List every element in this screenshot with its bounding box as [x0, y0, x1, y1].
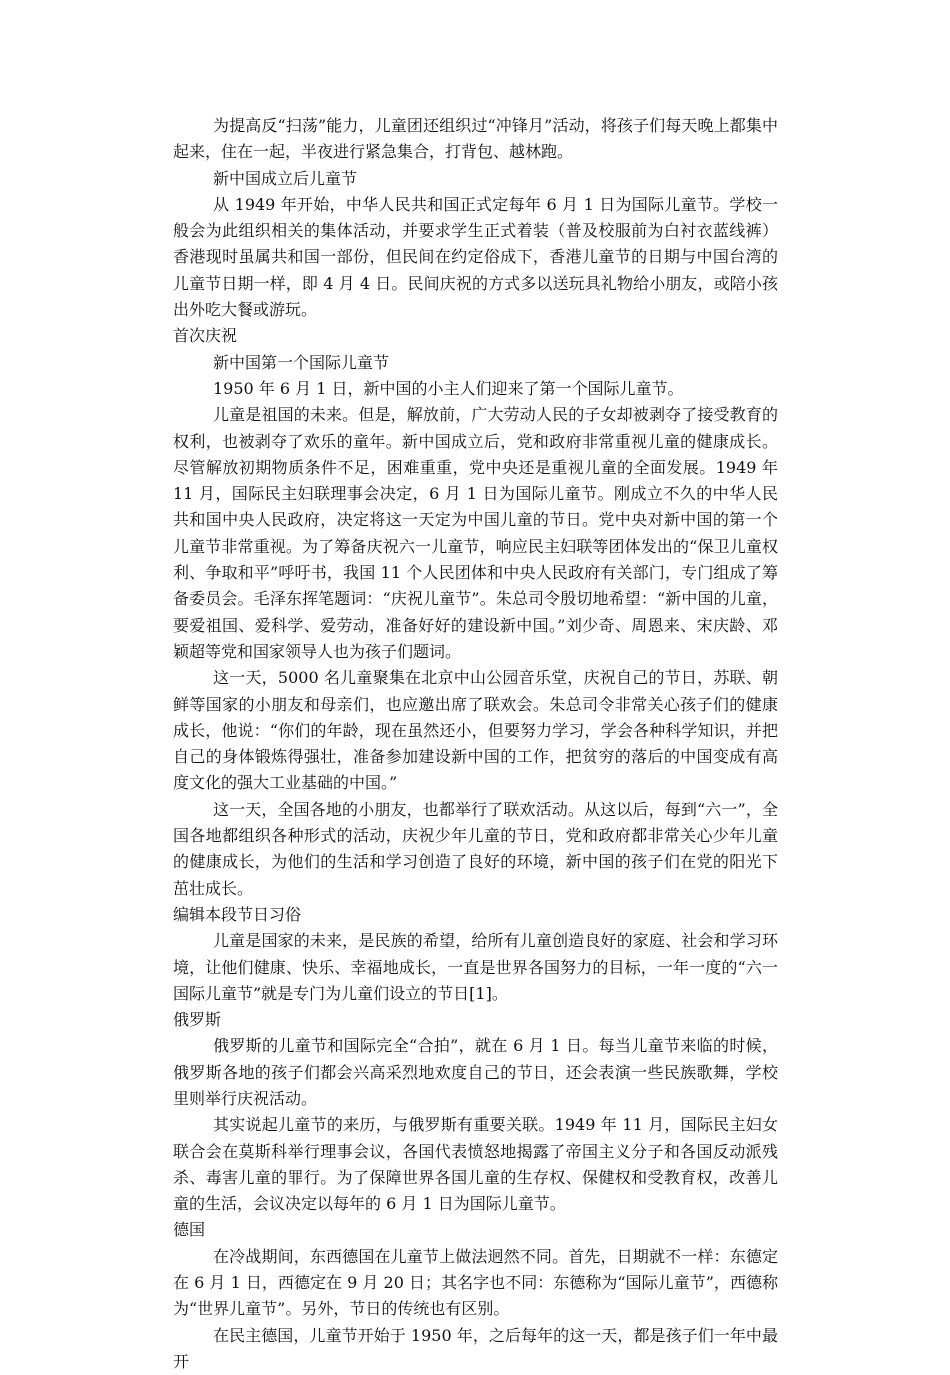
paragraph: 其实说起儿童节的来历，与俄罗斯有重要关联。1949 年 11 月，国际民主妇女联合会在莫斯科举行理事会议，各国代表愤怒地揭露了帝国主义分子和各国反动派残杀、毒害儿童的罪行。为了保障世界各国儿童的生存权、保健权和受教育权，改善儿童的生活，会议决定以每年的 6 月 1 日为国际儿童节。 [173, 1115, 778, 1214]
paragraph: 在冷战期间，东西德国在儿童节上做法迥然不同。首先，日期就不一样：东德定在 6 月 1 日，西德定在 9 月 20 日；其名字也不同：东德称为“国际儿童节”，西德称为“世界儿童节”。另外，节日的传统也有区别。 [173, 1246, 778, 1319]
paragraph: 这一天，全国各地的小朋友，也都举行了联欢活动。从这以后，每到“六一”，全国各地都组织各种形式的活动，庆祝少年儿童的节日，党和政府都非常关心少年儿童的健康成长，为他们的生活和学习创造了良好的环境，新中国的孩子们在党的阳光下茁壮成长。 [173, 799, 778, 898]
paragraph: 从 1949 年开始，中华人民共和国正式定每年 6 月 1 日为国际儿童节。学校一般会为此组织相关的集体活动，并要求学生正式着装（普及校服前为白衬衣蓝线裤）香港现时虽属共和国一部份，但民间在约定俗成下，香港儿童节的日期与中国台湾的儿童节日期一样，即 4 月 4 日。民间庆祝的方式多以送玩具礼物给小朋友，或陪小孩出外吃大餐或游玩。 [173, 194, 778, 320]
section-heading: 德国 [173, 1220, 206, 1240]
paragraph: 1950 年 6 月 1 日，新中国的小主人们迎来了第一个国际儿童节。 [213, 378, 684, 398]
section-heading: 首次庆祝 [173, 326, 238, 346]
paragraph: 儿童是祖国的未来。但是，解放前，广大劳动人民的子女却被剥夺了接受教育的权利，也被剥夺了欢乐的童年。新中国成立后，党和政府非常重视儿童的健康成长。尽管解放初期物质条件不足，困难重重，党中央还是重视儿童的全面发展。1949 年 11 月，国际民主妇联理事会决定，6 月 1 日为国际儿童节。刚成立不久的中华人民共和国中央人民政府，决定将这一天定为中国儿童的节日。党中央对新中国的第一个儿童节非常重视。为了筹备庆祝六一儿童节，响应民主妇联等团体发出的“保卫儿童权利、争取和平”呼吁书，我国 11 个人民团体和中央人民政府有关部门，专门组成了筹备委员会。毛泽东挥笔题词：“庆祝儿童节”。朱总司令殷切地希望：“新中国的儿童，要爱祖国、爱科学、爱劳动，准备好好的建设新中国。”刘少奇、周恩来、宋庆龄、邓颖超等党和国家领导人也为孩子们题词。 [173, 405, 778, 661]
paragraph: 在民主德国，儿童节开始于 1950 年，之后每年的这一天，都是孩子们一年中最开 [173, 1325, 778, 1371]
paragraph: 这一天，5000 名儿童聚集在北京中山公园音乐堂，庆祝自己的节日，苏联、朝鲜等国家的小朋友和母亲们，也应邀出席了联欢会。朱总司令非常关心孩子们的健康成长，他说：“你们的年龄，现在虽然还小，但要努力学习，学会各种科学知识，并把自己的身体锻炼得强壮，准备参加建设新中国的工作，把贫穷的落后的中国变成有高度文化的强大工业基础的中国。” [173, 668, 778, 793]
section-subheading: 新中国第一个国际儿童节 [213, 352, 390, 372]
section-heading: 俄罗斯 [173, 1010, 222, 1030]
paragraph: 儿童是国家的未来，是民族的希望，给所有儿童创造良好的家庭、社会和学习环境，让他们健康、快乐、幸福地成长，一直是世界各国努力的目标，一年一度的“六一国际儿童节”就是专门为儿童们设立的节日[1]。 [173, 931, 778, 1003]
paragraph: 俄罗斯的儿童节和国际完全“合拍”，就在 6 月 1 日。每当儿童节来临的时候，俄罗斯各地的孩子们都会兴高采烈地欢度自己的节日，还会表演一些民族歌舞，学校里则举行庆祝活动。 [173, 1036, 778, 1108]
section-heading: 编辑本段节日习俗 [173, 904, 302, 924]
section-subheading: 新中国成立后儿童节 [213, 168, 358, 188]
paragraph: 为提高反“扫荡”能力，儿童团还组织过“冲锋月”活动，将孩子们每天晚上都集中起来，住在一起，半夜进行紧急集合，打背包、越林跑。 [173, 116, 778, 162]
document-body [173, 113, 778, 1375]
